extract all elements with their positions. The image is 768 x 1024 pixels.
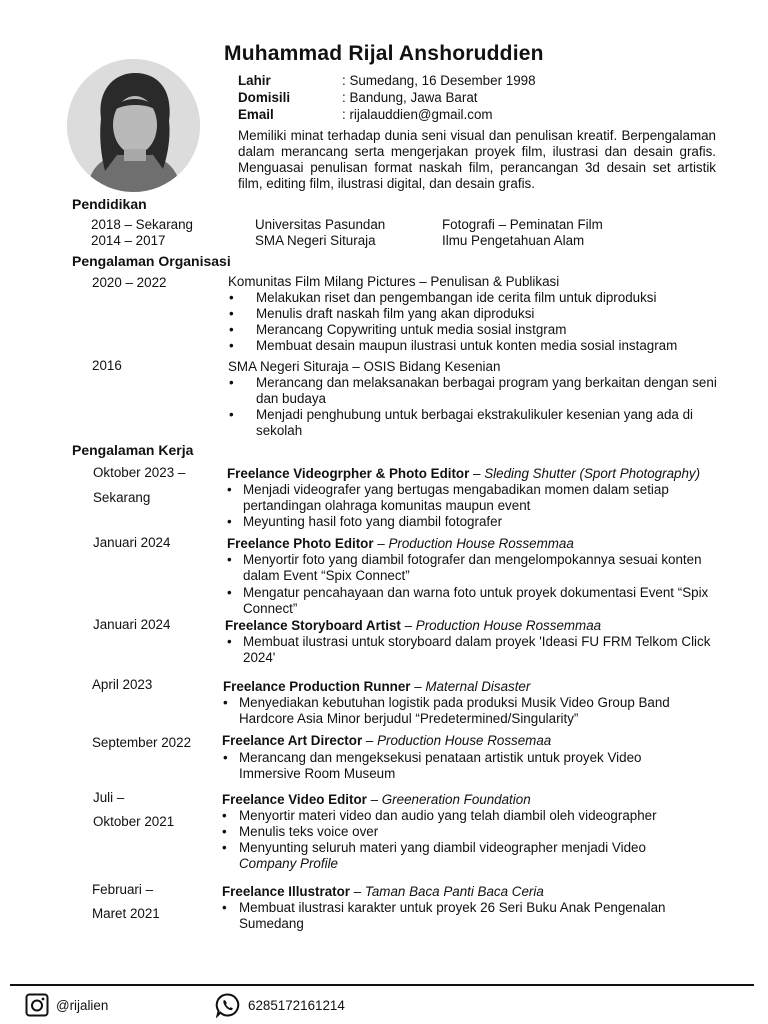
info-email — [238, 107, 493, 123]
page-title: Muhammad Rijal Anshoruddien — [224, 42, 544, 65]
portrait-image — [67, 59, 200, 192]
section-heading-organization: Pengalaman Organisasi — [72, 253, 231, 269]
phone-number: 6285172161214 — [248, 997, 345, 1013]
job-title: Freelance Illustrator – Taman Baca Panti Baca Ceria — [222, 884, 544, 899]
job-title: Freelance Storyboard Artist – Production House Rossemmaa — [225, 618, 602, 633]
list-item: • Menjadi penghubung untuk berbagai ekstrakulikuler kesenian yang ada di sekolah — [229, 407, 693, 438]
job-period: April 2023 — [92, 677, 153, 692]
info-label: Email — [238, 107, 274, 122]
edu-school: SMA Negeri Situraja — [255, 233, 376, 248]
info-domicile — [238, 90, 477, 106]
info-label: Domisili — [238, 90, 291, 105]
job-title: Freelance Art Director – Production House Rossemaa — [222, 733, 552, 748]
info-value: : Bandung, Jawa Barat — [342, 90, 478, 105]
list-item: • Menyediakan kebutuhan logistik pada produksi Musik Video Group Band Hardcore Asia Minor berjudul “Predetermined/Singularity” — [223, 695, 670, 726]
job-period: Oktober 2021 — [93, 814, 175, 829]
instagram-handle: @rijalien — [56, 997, 109, 1013]
list-item: • Menulis draft naskah film yang akan diproduksi — [229, 306, 535, 321]
list-item: • Merancang Copywriting untuk media sosial instgram — [229, 322, 567, 337]
footer-instagram[interactable] — [25, 993, 108, 1017]
info-value: : Sumedang, 16 Desember 1998 — [342, 73, 536, 88]
job-period: Juli – — [93, 790, 125, 805]
job-period: September 2022 — [92, 735, 192, 750]
list-item: • Merancang dan melaksanakan berbagai program yang berkaitan dengan seni dan budaya — [229, 375, 717, 406]
info-birth — [238, 73, 536, 89]
job-title: Freelance Video Editor – Greeneration Foundation — [222, 792, 531, 807]
list-item: • Menjadi videografer yang bertugas mengabadikan momen dalam setiap pertandingan olahraga komunitas maupun event — [227, 482, 669, 513]
job-period: Januari 2024 — [93, 535, 171, 550]
list-item: • Menyortir materi video dan audio yang telah diambil oleh videographer — [222, 808, 657, 823]
list-item: • Merancang dan mengeksekusi penataan artistik untuk proyek Video Immersive Room Museum — [223, 750, 642, 781]
profile-photo — [67, 59, 200, 192]
footer-divider — [10, 984, 754, 986]
org-title: Komunitas Film Milang Pictures – Penulisan & Publikasi — [228, 274, 560, 289]
edu-school: Universitas Pasundan — [255, 217, 386, 232]
edu-period: 2018 – Sekarang — [91, 217, 193, 232]
list-item: • Membuat ilustrasi untuk storyboard dalam proyek 'Ideasi FU FRM Telkom Click 2024' — [227, 634, 711, 665]
info-label: Lahir — [238, 73, 271, 88]
job-period: Januari 2024 — [93, 617, 171, 632]
info-value[interactable]: : rijalauddien@gmail.com — [342, 107, 493, 122]
job-title: Freelance Photo Editor – Production House Rossemmaa — [227, 536, 574, 551]
list-item: • Menyortir foto yang diambil fotografer dan mengelompokannya sesuai konten dalam Event “Spix Connect” — [227, 552, 702, 583]
list-item: • Mengatur pencahayaan dan warna foto untuk proyek dokumentasi Event “Spix Connect” — [227, 585, 709, 616]
list-item: • Melakukan riset dan pengembangan ide cerita film untuk diproduksi — [229, 290, 657, 305]
whatsapp-icon — [215, 992, 241, 1018]
edu-major: Ilmu Pengetahuan Alam — [442, 233, 585, 248]
edu-period: 2014 – 2017 — [91, 233, 166, 248]
section-heading-work: Pengalaman Kerja — [72, 442, 194, 458]
job-title: Freelance Videogrpher & Photo Editor – Sleding Shutter (Sport Photography) — [227, 466, 701, 481]
job-period: Oktober 2023 – — [93, 465, 186, 480]
job-title: Freelance Production Runner – Maternal Disaster — [223, 679, 531, 694]
list-item: • Membuat desain maupun ilustrasi untuk konten media sosial instagram — [229, 338, 678, 353]
section-heading-education: Pendidikan — [72, 196, 147, 212]
job-period: Sekarang — [93, 490, 151, 505]
org-title: SMA Negeri Situraja – OSIS Bidang Kesenian — [228, 359, 501, 374]
list-item: • Meyunting hasil foto yang diambil fotografer — [227, 514, 503, 529]
list-item: • Membuat ilustrasi karakter untuk proyek 26 Seri Buku Anak Pengenalan Sumedang — [222, 900, 666, 931]
instagram-icon — [25, 993, 49, 1017]
job-period: Februari – — [92, 882, 154, 897]
org-period: 2016 — [92, 358, 122, 373]
org-period: 2020 – 2022 — [92, 275, 167, 290]
job-period: Maret 2021 — [92, 906, 160, 921]
list-item: • Menyunting seluruh materi yang diambil videographer menjadi Video Company Profile — [222, 840, 646, 871]
list-item: • Menulis teks voice over — [222, 824, 379, 839]
edu-major: Fotografi – Peminatan Film — [442, 217, 603, 232]
footer-phone[interactable] — [215, 993, 345, 1017]
summary-paragraph: Memiliki minat terhadap dunia seni visual dan penulisan kreatif. Berpengalaman dalam merancang serta mengerjakan proyek film, ilustrasi dan desain grafis. Menguasai penulisan format naskah film, perancangan 3d desain set artistik film, editing film, ilustrasi digital, dan desain grafis. — [238, 128, 716, 191]
